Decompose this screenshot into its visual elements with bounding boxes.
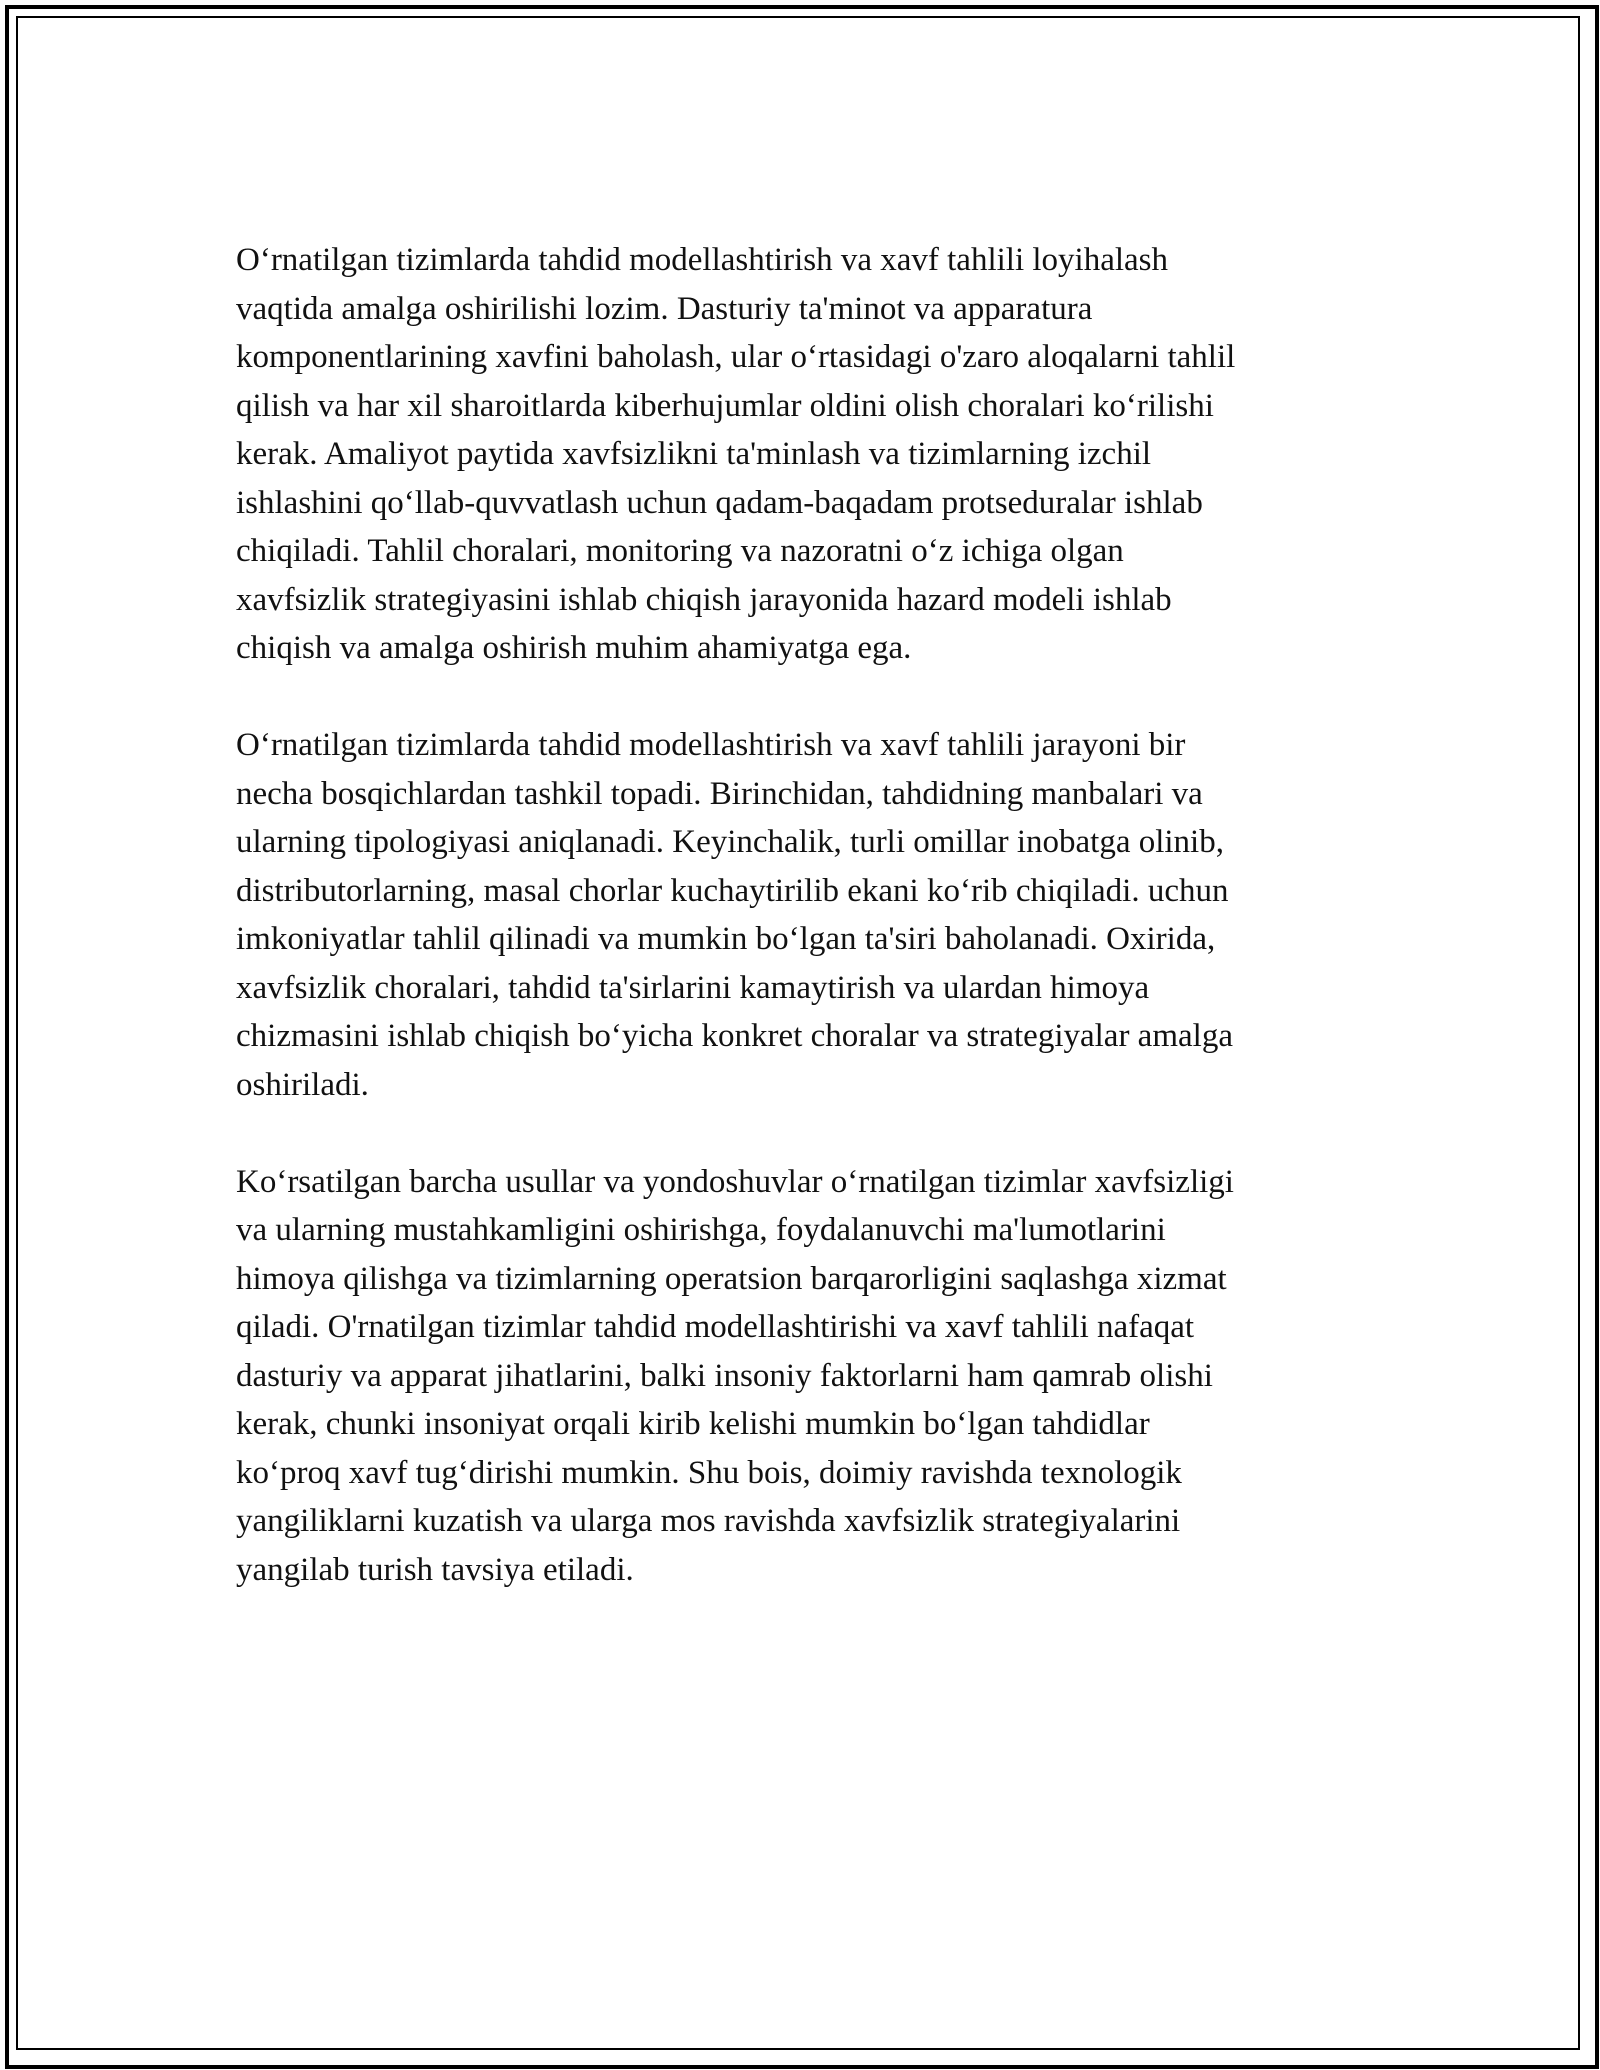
text-line: chizmasini ishlab chiqish bo‘yicha konkret choralar va strategiyalar amalga <box>236 1018 1233 1054</box>
text-line: distributorlarning, masal chorlar kuchaytirilib ekani ko‘rib chiqiladi. uchun <box>236 872 1229 909</box>
text-line: necha bosqichlardan tashkil topadi. Birinchidan, tahdidning manbalari va <box>236 775 1203 812</box>
text-line: yangilab turish tavsiya etiladi. <box>236 1551 634 1588</box>
text-line: chiqiladi. Tahlil choralari, monitoring va nazoratni o‘z ichiga olgan <box>236 533 1124 569</box>
text-line: O‘rnatilgan tizimlarda tahdid modellashtirish va xavf tahlili loyihalash <box>236 242 1169 278</box>
text-line: ko‘proq xavf tug‘dirishi mumkin. Shu bois, doimiy ravishda texnologik <box>236 1454 1182 1491</box>
text-line: xavfsizlik strategiyasini ishlab chiqish jarayonida hazard modeli ishlab <box>236 581 1172 618</box>
paragraph-2 <box>236 721 1356 1109</box>
text-line: chiqish va amalga oshirish muhim ahamiyatga ega. <box>236 630 912 666</box>
text-line: O‘rnatilgan tizimlarda tahdid modellashtirish va xavf tahlili jarayoni bir <box>236 727 1186 763</box>
document-body <box>236 236 1356 1594</box>
text-line: kerak. Amaliyot paytida xavfsizlikni ta'minlash va tizimlarning izchil <box>236 436 1152 472</box>
text-line: ishlashini qo‘llab-quvvatlash uchun qadam-baqadam protseduralar ishlab <box>236 484 1203 521</box>
text-line: yangiliklarni kuzatish va ularga mos ravishda xavfsizlik strategiyalarini <box>236 1503 1181 1539</box>
paragraph-3 <box>236 1158 1356 1595</box>
paragraph-1 <box>236 236 1356 673</box>
text-line: kerak, chunki insoniyat orqali kirib kelishi mumkin bo‘lgan tahdidlar <box>236 1406 1150 1442</box>
text-line: va ularning mustahkamligini oshirishga, foydalanuvchi ma'lumotlarini <box>236 1212 1166 1248</box>
text-line: dasturiy va apparat jihatlarini, balki insoniy faktorlarni ham qamrab olishi <box>236 1357 1213 1394</box>
text-line: vaqtida amalga oshirilishi lozim. Dasturiy ta'minot va apparatura <box>236 290 1093 327</box>
text-line: oshiriladi. <box>236 1066 369 1103</box>
text-line: xavfsizlik choralari, tahdid ta'sirlarini kamaytirish va ulardan himoya <box>236 969 1150 1006</box>
text-line: imkoniyatlar tahlil qilinadi va mumkin bo‘lgan ta'siri baholanadi. Oxirida, <box>236 921 1216 957</box>
text-line: himoya qilishga va tizimlarning operatsion barqarorligini saqlashga xizmat <box>236 1260 1227 1297</box>
text-line: qilish va har xil sharoitlarda kiberhujumlar oldini olish choralari ko‘rilishi <box>236 387 1214 424</box>
text-line: qiladi. O'rnatilgan tizimlar tahdid modellashtirishi va xavf tahlili nafaqat <box>236 1309 1195 1345</box>
text-line: ularning tipologiyasi aniqlanadi. Keyinchalik, turli omillar inobatga olinib, <box>236 824 1224 860</box>
text-line: komponentlarining xavfini baholash, ular o‘rtasidagi o'zaro aloqalarni tahlil <box>236 339 1236 375</box>
text-line: Ko‘rsatilgan barcha usullar va yondoshuvlar o‘rnatilgan tizimlar xavfsizligi <box>236 1163 1234 1200</box>
